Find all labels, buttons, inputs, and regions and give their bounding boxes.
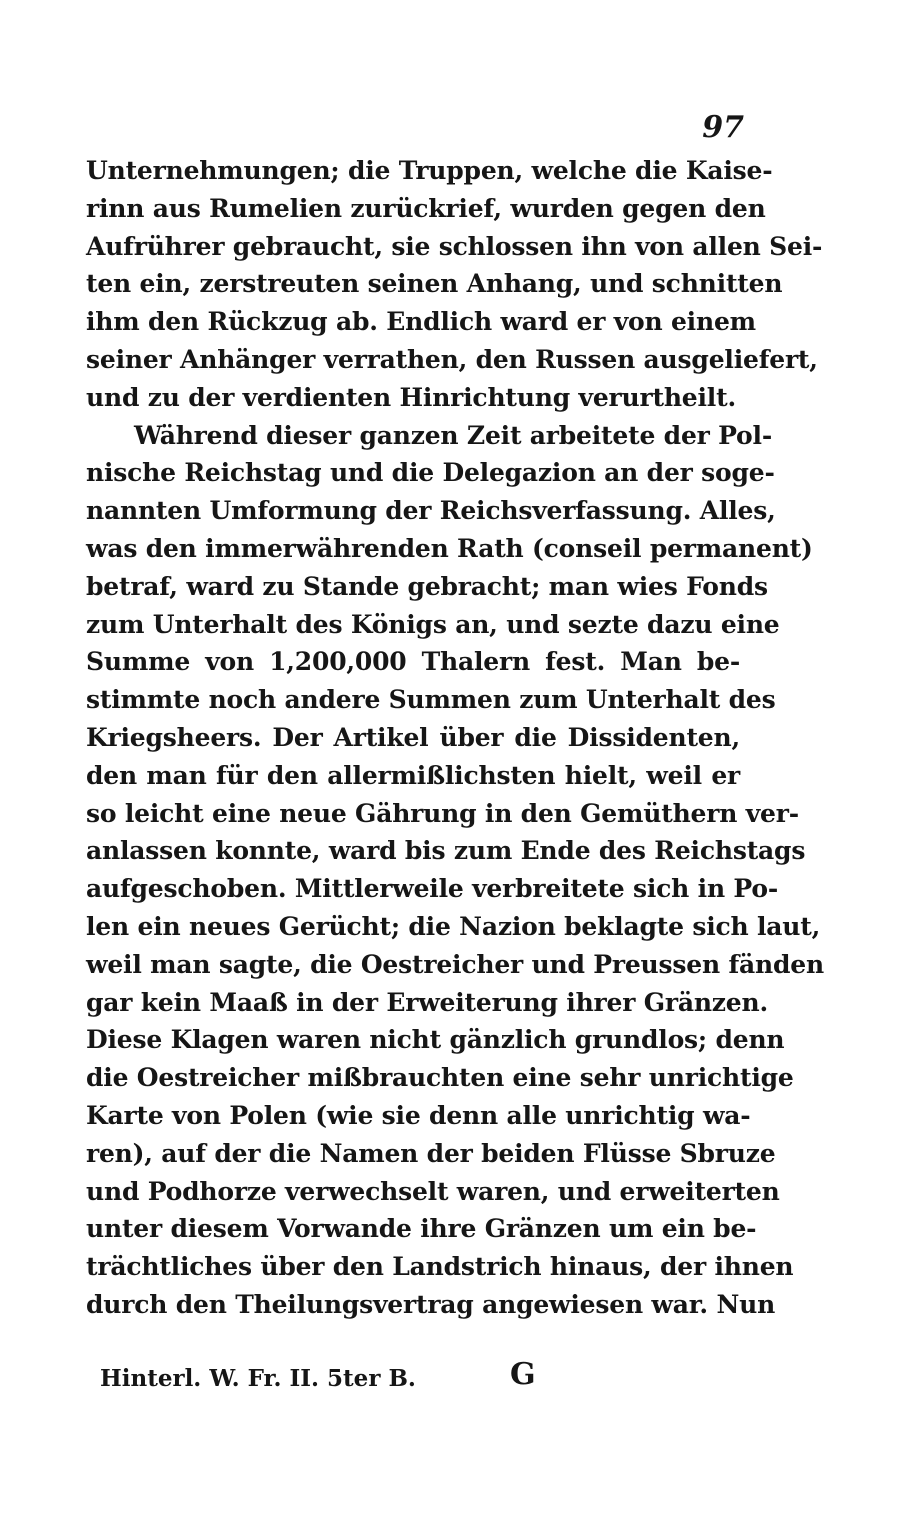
page-number: 97 [702,110,744,145]
text-line: Kriegsheers. Der Artikel über die Dissidenten, [86,722,740,752]
printer-signature: Hinterl. W. Fr. II. 5ter B. [100,1365,416,1392]
text-line: Karte von Polen (wie sie denn alle unrichtig wa- [86,1100,751,1130]
text-line: Aufrührer gebraucht, sie schlossen ihn von allen Sei- [86,231,823,261]
text-line: seiner Anhänger verrathen, den Russen ausgeliefert, [86,344,818,374]
signature-mark: G [510,1357,536,1392]
text-line: Unternehmungen; die Truppen, welche die Kaise- [86,156,773,185]
text-line: len ein neues Gerücht; die Nazion beklagte sich laut, [86,911,821,941]
text-line: den man für den allermißlichsten hielt, weil er [86,760,740,790]
text-line: trächtliches über den Landstrich hinaus, der ihnen [86,1252,794,1282]
text-line: nannten Umformung der Reichsverfassung. Alles, [86,496,776,526]
text-line: und zu der verdienten Hinrichtung verurtheilt. [86,382,736,412]
text-line: ten ein, zerstreuten seinen Anhang, und schnitten [86,269,783,299]
text-line: was den immerwährenden Rath (conseil permanent) [86,533,813,563]
text-line: weil man sagte, die Oestreicher und Preussen fänden [86,949,824,979]
text-line: zum Unterhalt des Königs an, und sezte dazu eine [86,609,780,639]
text-line: so leicht eine neue Gährung in den Gemüthern ver- [86,798,799,828]
body-text [86,152,824,1324]
text-line: Diese Klagen waren nicht gänzlich grundlos; denn [86,1025,785,1055]
text-line: stimmte noch andere Summen zum Unterhalt des [86,685,776,715]
text-line: durch den Theilungsvertrag angewiesen war. Nun [86,1289,776,1319]
text-line: aufgeschoben. Mittlerweile verbreitete sich in Po- [86,874,779,904]
text-line: und Podhorze verwechselt waren, und erweiterten [86,1176,780,1206]
page-footer [100,1357,560,1405]
text-line: rinn aus Rumelien zurückrief, wurden gegen den [86,193,766,223]
text-line: unter diesem Vorwande ihre Gränzen um ein be- [86,1214,757,1244]
text-line: nische Reichstag und die Delegazion an der soge- [86,458,775,488]
text-line: betraf, ward zu Stande gebracht; man wies Fonds [86,571,768,601]
text-line: ren), auf der die Namen der beiden Flüsse Sbruze [86,1138,776,1168]
text-line: ihm den Rückzug ab. Endlich ward er von einem [86,307,756,337]
text-line: die Oestreicher mißbrauchten eine sehr unrichtige [86,1063,794,1093]
text-line: anlassen konnte, ward bis zum Ende des Reichstags [86,836,806,866]
text-line: gar kein Maaß in der Erweiterung ihrer Gränzen. [86,987,768,1017]
text-line: Summe von 1,200,000 Thalern fest. Man be- [86,647,740,677]
paragraph-start-line: Während dieser ganzen Zeit arbeitete der Pol- [134,420,772,450]
